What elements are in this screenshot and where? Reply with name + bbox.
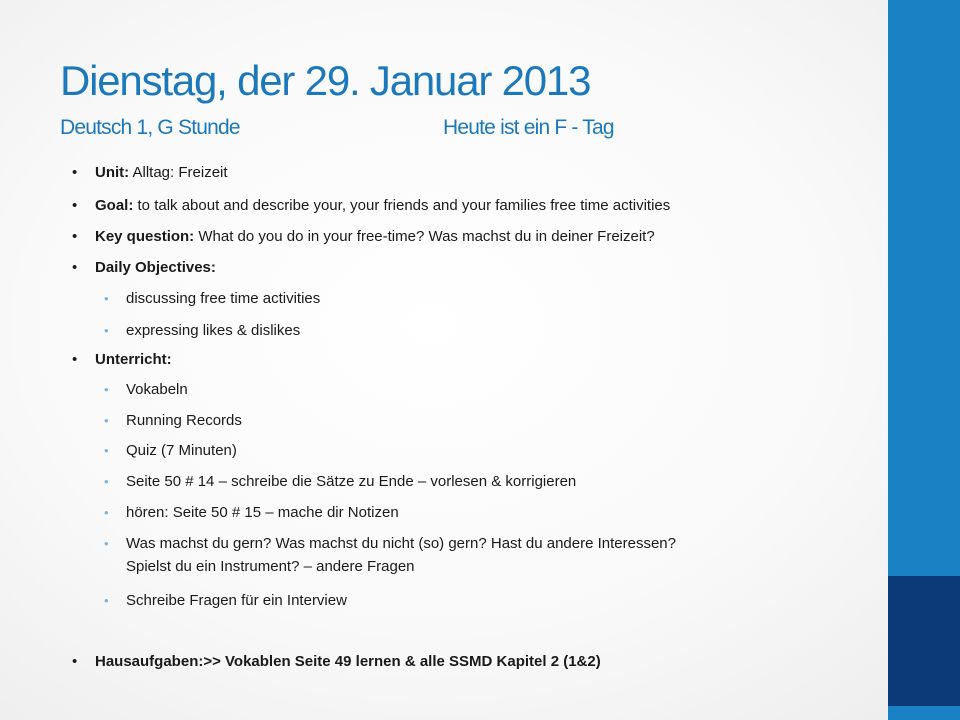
unterricht-item-text: Spielst du ein Instrument? – andere Fragen — [126, 558, 415, 575]
unterricht-label: Unterricht: — [95, 351, 172, 368]
goal-text: to talk about and describe your, your friends and your families free time activities — [137, 197, 671, 214]
bullet-dot: • — [72, 259, 78, 276]
unterricht-item-text: Schreibe Fragen für ein Interview — [126, 592, 347, 609]
hausaufgaben-text: Hausaufgaben:>> Vokablen Seite 49 lernen & alle SSMD Kapitel 2 (1&2) — [95, 653, 601, 670]
slide-title: Dienstag, der 29. Januar 2013 — [60, 57, 591, 104]
slide-subtitle-day: Heute ist ein F - Tag — [443, 116, 614, 139]
bullet-dot: • — [72, 351, 78, 368]
unterricht-item — [104, 379, 188, 401]
unterricht-item — [104, 502, 399, 524]
unterricht-item-text: Quiz (7 Minuten) — [126, 442, 237, 459]
unterricht-item-text: Vokabeln — [126, 381, 188, 398]
bullet-dot: • — [72, 653, 78, 670]
unterricht-item-text: Was machst du gern? Was machst du nicht (so) gern? Hast du andere Interessen? — [126, 535, 676, 552]
objective-item-text: discussing free time activities — [126, 290, 321, 307]
bullet-dot: • — [72, 164, 78, 181]
bullet-key-question — [72, 226, 655, 248]
unterricht-item-text: Running Records — [126, 412, 242, 429]
unterricht-item-continuation — [126, 556, 415, 578]
sub-bullet-dot: • — [104, 382, 109, 397]
unterricht-item — [104, 590, 347, 612]
unterricht-item — [104, 410, 242, 432]
sub-bullet-dot: • — [104, 593, 109, 608]
daily-objectives-label: Daily Objectives: — [95, 259, 216, 276]
sub-bullet-dot: • — [104, 291, 109, 306]
sub-bullet-dot: • — [104, 413, 109, 428]
unit-label: Unit: — [95, 164, 130, 181]
bullet-goal — [72, 195, 671, 217]
unterricht-item-text: Seite 50 # 14 – schreibe die Sätze zu Ende – vorlesen & korrigieren — [126, 473, 577, 490]
sub-bullet-dot: • — [104, 505, 109, 520]
sub-bullet-dot: • — [104, 474, 109, 489]
key-question-text: What do you do in your free-time? Was machst du in deiner Freizeit? — [198, 228, 655, 245]
unit-text: Alltag: Freizeit — [132, 164, 228, 181]
sub-bullet-dot: • — [104, 323, 109, 338]
objective-item — [104, 320, 301, 342]
sub-bullet-dot: • — [104, 536, 109, 551]
objective-item-text: expressing likes & dislikes — [126, 322, 301, 339]
unterricht-item — [104, 440, 237, 462]
key-question-label: Key question: — [95, 228, 195, 245]
bullet-unit — [72, 162, 228, 184]
unterricht-item-text: hören: Seite 50 # 15 – mache dir Notizen — [126, 504, 399, 521]
bullet-daily-objectives — [72, 257, 216, 279]
bullet-hausaufgaben — [72, 651, 601, 673]
sub-bullet-dot: • — [104, 443, 109, 458]
bullet-unterricht — [72, 349, 172, 371]
goal-label: Goal: — [95, 197, 134, 214]
objective-item — [104, 288, 321, 310]
bullet-dot: • — [72, 197, 78, 214]
unterricht-item — [104, 533, 676, 555]
accent-side-block — [888, 576, 960, 706]
unterricht-item — [104, 471, 577, 493]
slide-subtitle-course: Deutsch 1, G Stunde — [60, 116, 240, 139]
bullet-dot: • — [72, 228, 78, 245]
